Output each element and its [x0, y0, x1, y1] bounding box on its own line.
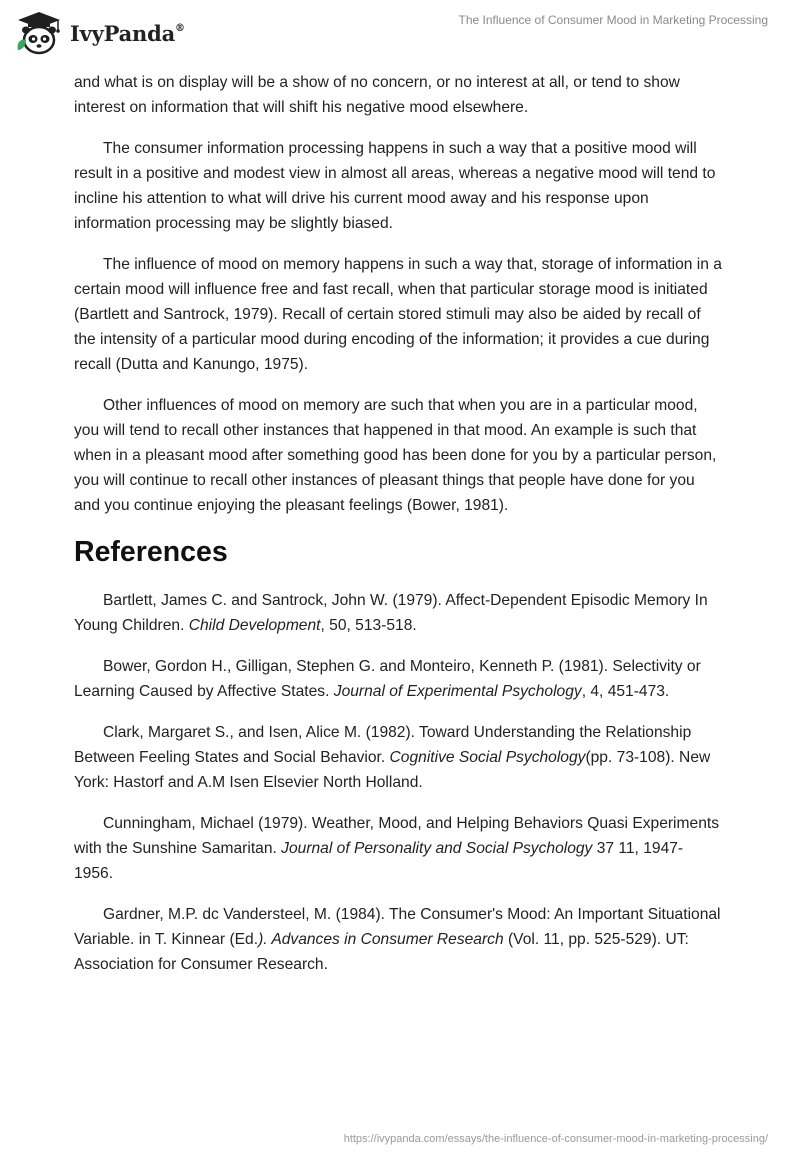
- reference-item: Bartlett, James C. and Santrock, John W. (1979). Affect-Dependent Episodic Memory In Young Children. Child Development, 50, 513-518.: [74, 592, 708, 634]
- body-paragraph: and what is on display will be a show of no concern, or no interest at all, or tend to show interest on information that will shift his negative mood elsewhere.: [74, 74, 680, 116]
- document-title: The Influence of Consumer Mood in Marketing Processing: [458, 13, 768, 27]
- body-paragraph: Other influences of mood on memory are such that when you are in a particular mood, you will tend to recall other instances that happened in that mood. An example is such that when in a pleasant mood after something good has been done for you by a particular person, you will continue to recall other instances of pleasant things that people have done for you and you continue enjoying the pleasant feelings (Bower, 1981).: [74, 397, 717, 514]
- reference-item: Clark, Margaret S., and Isen, Alice M. (1982). Toward Understanding the Relationship Between Feeling States and Social Behavior. Cognitive Social Psychology(pp. 73-108). New York: Hastorf and A.M Isen Elsevier North Holland.: [74, 724, 711, 791]
- reference-item: Gardner, M.P. dc Vandersteel, M. (1984). The Consumer's Mood: An Important Situational Variable. in T. Kinnear (Ed.). Advances in Consumer Research (Vol. 11, pp. 525-529). UT: Association for Consumer Research.: [74, 906, 721, 973]
- ivypanda-logo[interactable]: [14, 10, 185, 56]
- body-paragraph: The influence of mood on memory happens in such a way that, storage of information in a certain mood will influence free and fast recall, when that particular storage mood is initiated (Bartlett and Santrock, 1979). Recall of certain stored stimuli may also be aided by recall of the intensity of a particular mood during encoding of the information; it provides a cue during recall (Dutta and Kanungo, 1975).: [74, 256, 722, 373]
- body-paragraph: The consumer information processing happens in such a way that a positive mood will result in a positive and modest view in almost all areas, whereas a negative mood will tend to incline his attention to what will drive his current mood away and his response upon information processing may be slightly biased.: [74, 140, 716, 232]
- reference-item: Bower, Gordon H., Gilligan, Stephen G. and Monteiro, Kenneth P. (1981). Selectivity or Learning Caused by Affective States. Journal of Experimental Psychology, 4, 451-473.: [74, 658, 701, 700]
- footer-url-link[interactable]: https://ivypanda.com/essays/the-influence-of-consumer-mood-in-marketing-processing/: [343, 1133, 768, 1145]
- essay-content: [74, 70, 722, 993]
- page-header: [0, 0, 800, 66]
- panda-graduate-icon: [14, 10, 64, 56]
- references-heading: References: [74, 536, 228, 568]
- brand-name: IvyPanda®: [70, 20, 185, 46]
- reference-item: Cunningham, Michael (1979). Weather, Mood, and Helping Behaviors Quasi Experiments with the Sunshine Samaritan. Journal of Personality and Social Psychology 37 11, 1947-1956.: [74, 815, 719, 882]
